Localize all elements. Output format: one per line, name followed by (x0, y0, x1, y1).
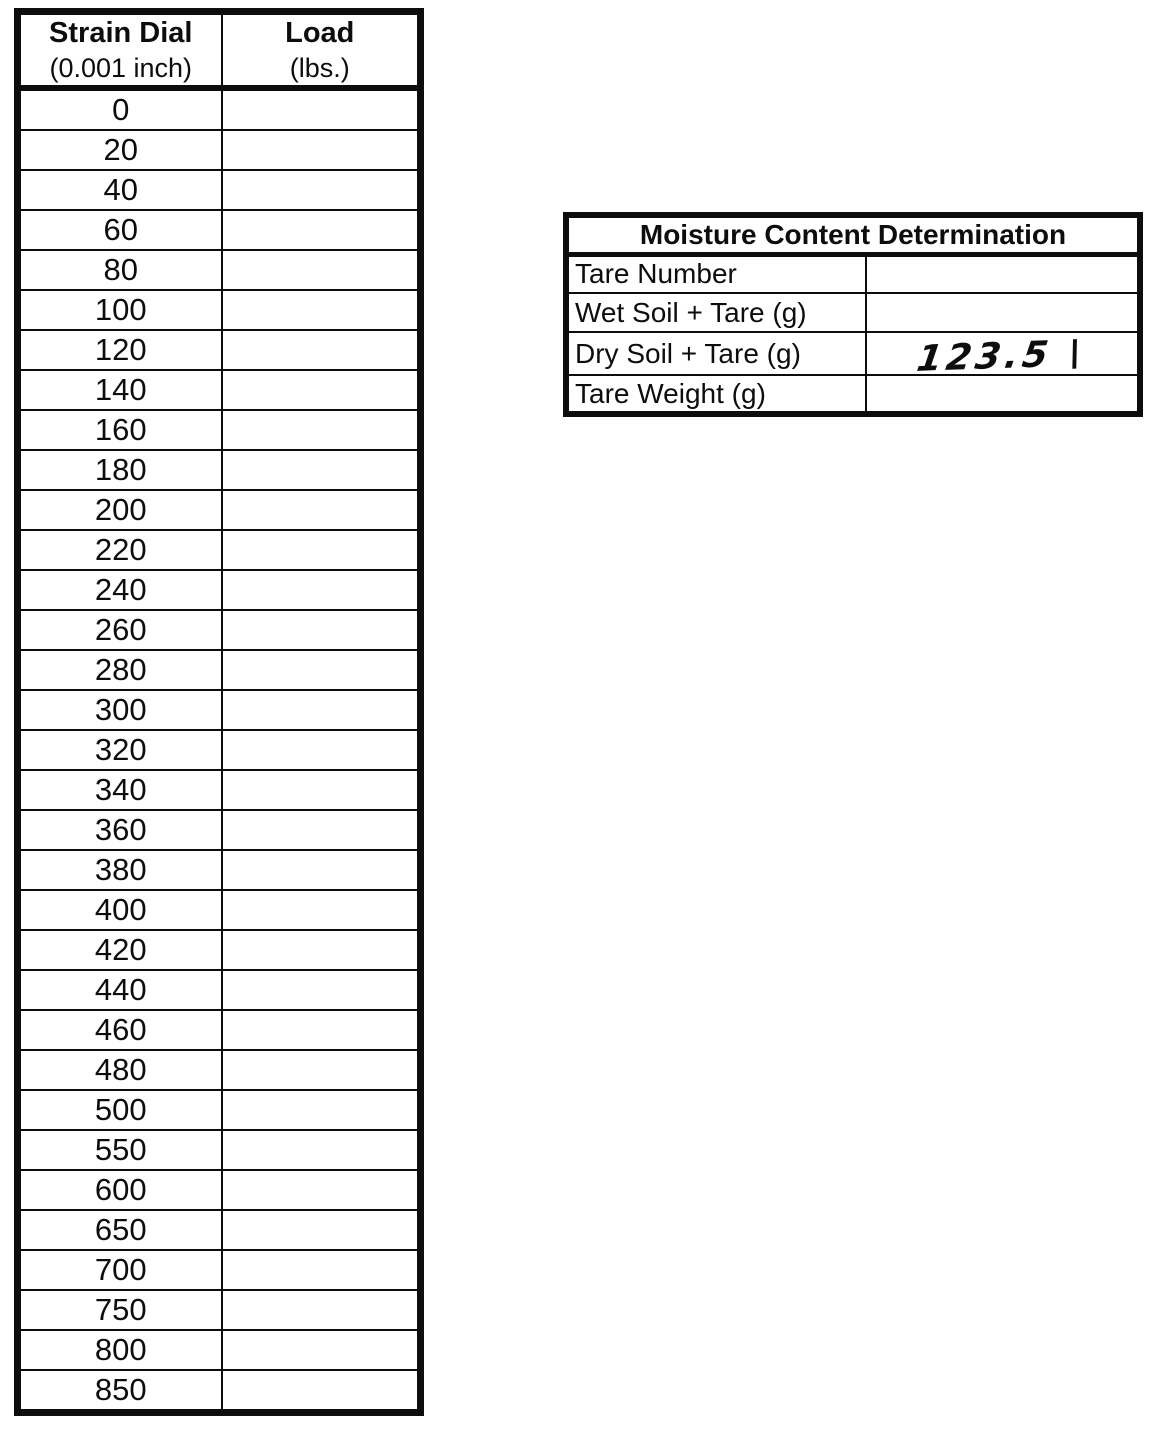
load-value-cell (222, 1130, 421, 1170)
strain-dial-value: 160 (18, 410, 222, 450)
strain-dial-value: 0 (18, 88, 222, 130)
load-value-cell (222, 330, 421, 370)
strain-load-tbody (18, 88, 421, 1413)
strain-load-row (18, 370, 421, 410)
strain-dial-value: 700 (18, 1250, 222, 1290)
load-value-cell (222, 450, 421, 490)
strain-dial-value: 500 (18, 1090, 222, 1130)
strain-load-row (18, 250, 421, 290)
strain-dial-value: 20 (18, 130, 222, 170)
load-value-cell (222, 770, 421, 810)
strain-dial-value: 550 (18, 1130, 222, 1170)
strain-dial-value: 200 (18, 490, 222, 530)
strain-dial-title: Strain Dial (49, 17, 193, 49)
load-value-cell (222, 890, 421, 930)
strain-load-row (18, 810, 421, 850)
strain-dial-value: 240 (18, 570, 222, 610)
load-value-cell (222, 1210, 421, 1250)
load-value-cell (222, 410, 421, 450)
strain-dial-value: 480 (18, 1050, 222, 1090)
strain-dial-value: 320 (18, 730, 222, 770)
strain-dial-value: 850 (18, 1370, 222, 1413)
load-value-cell (222, 530, 421, 570)
moisture-row-value-cell (866, 375, 1140, 414)
moisture-row-label: Wet Soil + Tare (g) (566, 293, 866, 332)
strain-load-row (18, 1290, 421, 1330)
strain-load-row (18, 850, 421, 890)
strain-dial-value: 420 (18, 930, 222, 970)
strain-dial-value: 40 (18, 170, 222, 210)
moisture-row (566, 375, 1140, 414)
moisture-row-value-cell (866, 254, 1140, 293)
load-value-cell (222, 1250, 421, 1290)
load-value-cell (222, 610, 421, 650)
strain-load-row (18, 1370, 421, 1413)
strain-load-table (14, 8, 424, 1416)
strain-load-row (18, 770, 421, 810)
moisture-tbody (566, 254, 1140, 414)
strain-dial-value: 260 (18, 610, 222, 650)
load-value-cell (222, 1090, 421, 1130)
strain-dial-value: 300 (18, 690, 222, 730)
strain-load-row (18, 650, 421, 690)
strain-load-row (18, 970, 421, 1010)
strain-dial-value: 440 (18, 970, 222, 1010)
strain-load-row (18, 490, 421, 530)
load-value-cell (222, 1330, 421, 1370)
load-value-cell (222, 1290, 421, 1330)
load-value-cell (222, 730, 421, 770)
load-value-cell (222, 850, 421, 890)
strain-load-row (18, 690, 421, 730)
load-value-cell (222, 810, 421, 850)
strain-load-row (18, 410, 421, 450)
strain-dial-value: 650 (18, 1210, 222, 1250)
strain-load-row (18, 1210, 421, 1250)
strain-load-row (18, 330, 421, 370)
strain-load-row (18, 730, 421, 770)
moisture-row (566, 332, 1140, 375)
moisture-row-value-cell (866, 332, 1140, 380)
load-value-cell (222, 88, 421, 130)
load-value-cell (222, 930, 421, 970)
moisture-row (566, 254, 1140, 293)
strain-load-row (18, 290, 421, 330)
strain-dial-value: 140 (18, 370, 222, 410)
strain-load-row (18, 530, 421, 570)
load-value-cell (222, 170, 421, 210)
strain-dial-value: 600 (18, 1170, 222, 1210)
strain-load-row (18, 890, 421, 930)
strain-dial-value: 340 (18, 770, 222, 810)
strain-dial-value: 60 (18, 210, 222, 250)
moisture-row-label: Tare Number (566, 254, 866, 293)
moisture-row-value-cell (866, 293, 1140, 332)
load-units: (lbs.) (289, 53, 350, 83)
strain-dial-value: 280 (18, 650, 222, 690)
load-column-header (222, 12, 421, 89)
strain-load-row (18, 130, 421, 170)
strain-dial-value: 360 (18, 810, 222, 850)
moisture-row-label: Tare Weight (g) (566, 375, 866, 414)
strain-load-row (18, 930, 421, 970)
strain-load-row (18, 570, 421, 610)
handwritten-value: 123.5 \ (914, 333, 1089, 380)
strain-dial-value: 750 (18, 1290, 222, 1330)
load-value-cell (222, 570, 421, 610)
load-value-cell (222, 1050, 421, 1090)
load-title: Load (285, 17, 355, 49)
moisture-table-title: Moisture Content Determination (566, 215, 1140, 254)
strain-load-row (18, 1250, 421, 1290)
strain-load-row (18, 1170, 421, 1210)
load-value-cell (222, 290, 421, 330)
load-value-cell (222, 650, 421, 690)
strain-load-row (18, 1130, 421, 1170)
strain-load-row (18, 88, 421, 130)
load-value-cell (222, 970, 421, 1010)
strain-dial-units: (0.001 inch) (49, 53, 193, 83)
strain-dial-value: 220 (18, 530, 222, 570)
strain-dial-value: 180 (18, 450, 222, 490)
load-value-cell (222, 370, 421, 410)
load-value-cell (222, 690, 421, 730)
load-value-cell (222, 1170, 421, 1210)
strain-load-row (18, 1090, 421, 1130)
load-value-cell (222, 250, 421, 290)
strain-load-row (18, 610, 421, 650)
strain-dial-value: 460 (18, 1010, 222, 1050)
strain-dial-value: 400 (18, 890, 222, 930)
strain-dial-value: 380 (18, 850, 222, 890)
strain-dial-value: 120 (18, 330, 222, 370)
strain-dial-column-header (18, 12, 222, 89)
strain-load-row (18, 1050, 421, 1090)
moisture-row-label: Dry Soil + Tare (g) (566, 332, 866, 375)
load-value-cell (222, 210, 421, 250)
strain-load-row (18, 1330, 421, 1370)
load-value-cell (222, 490, 421, 530)
strain-dial-value: 100 (18, 290, 222, 330)
load-value-cell (222, 1010, 421, 1050)
load-value-cell (222, 1370, 421, 1413)
moisture-content-table (563, 212, 1143, 417)
strain-load-row (18, 170, 421, 210)
strain-load-header (18, 12, 421, 89)
moisture-row (566, 293, 1140, 332)
load-value-cell (222, 130, 421, 170)
strain-dial-value: 80 (18, 250, 222, 290)
strain-load-row (18, 450, 421, 490)
strain-load-row (18, 210, 421, 250)
strain-load-row (18, 1010, 421, 1050)
moisture-header (566, 215, 1140, 254)
strain-dial-value: 800 (18, 1330, 222, 1370)
